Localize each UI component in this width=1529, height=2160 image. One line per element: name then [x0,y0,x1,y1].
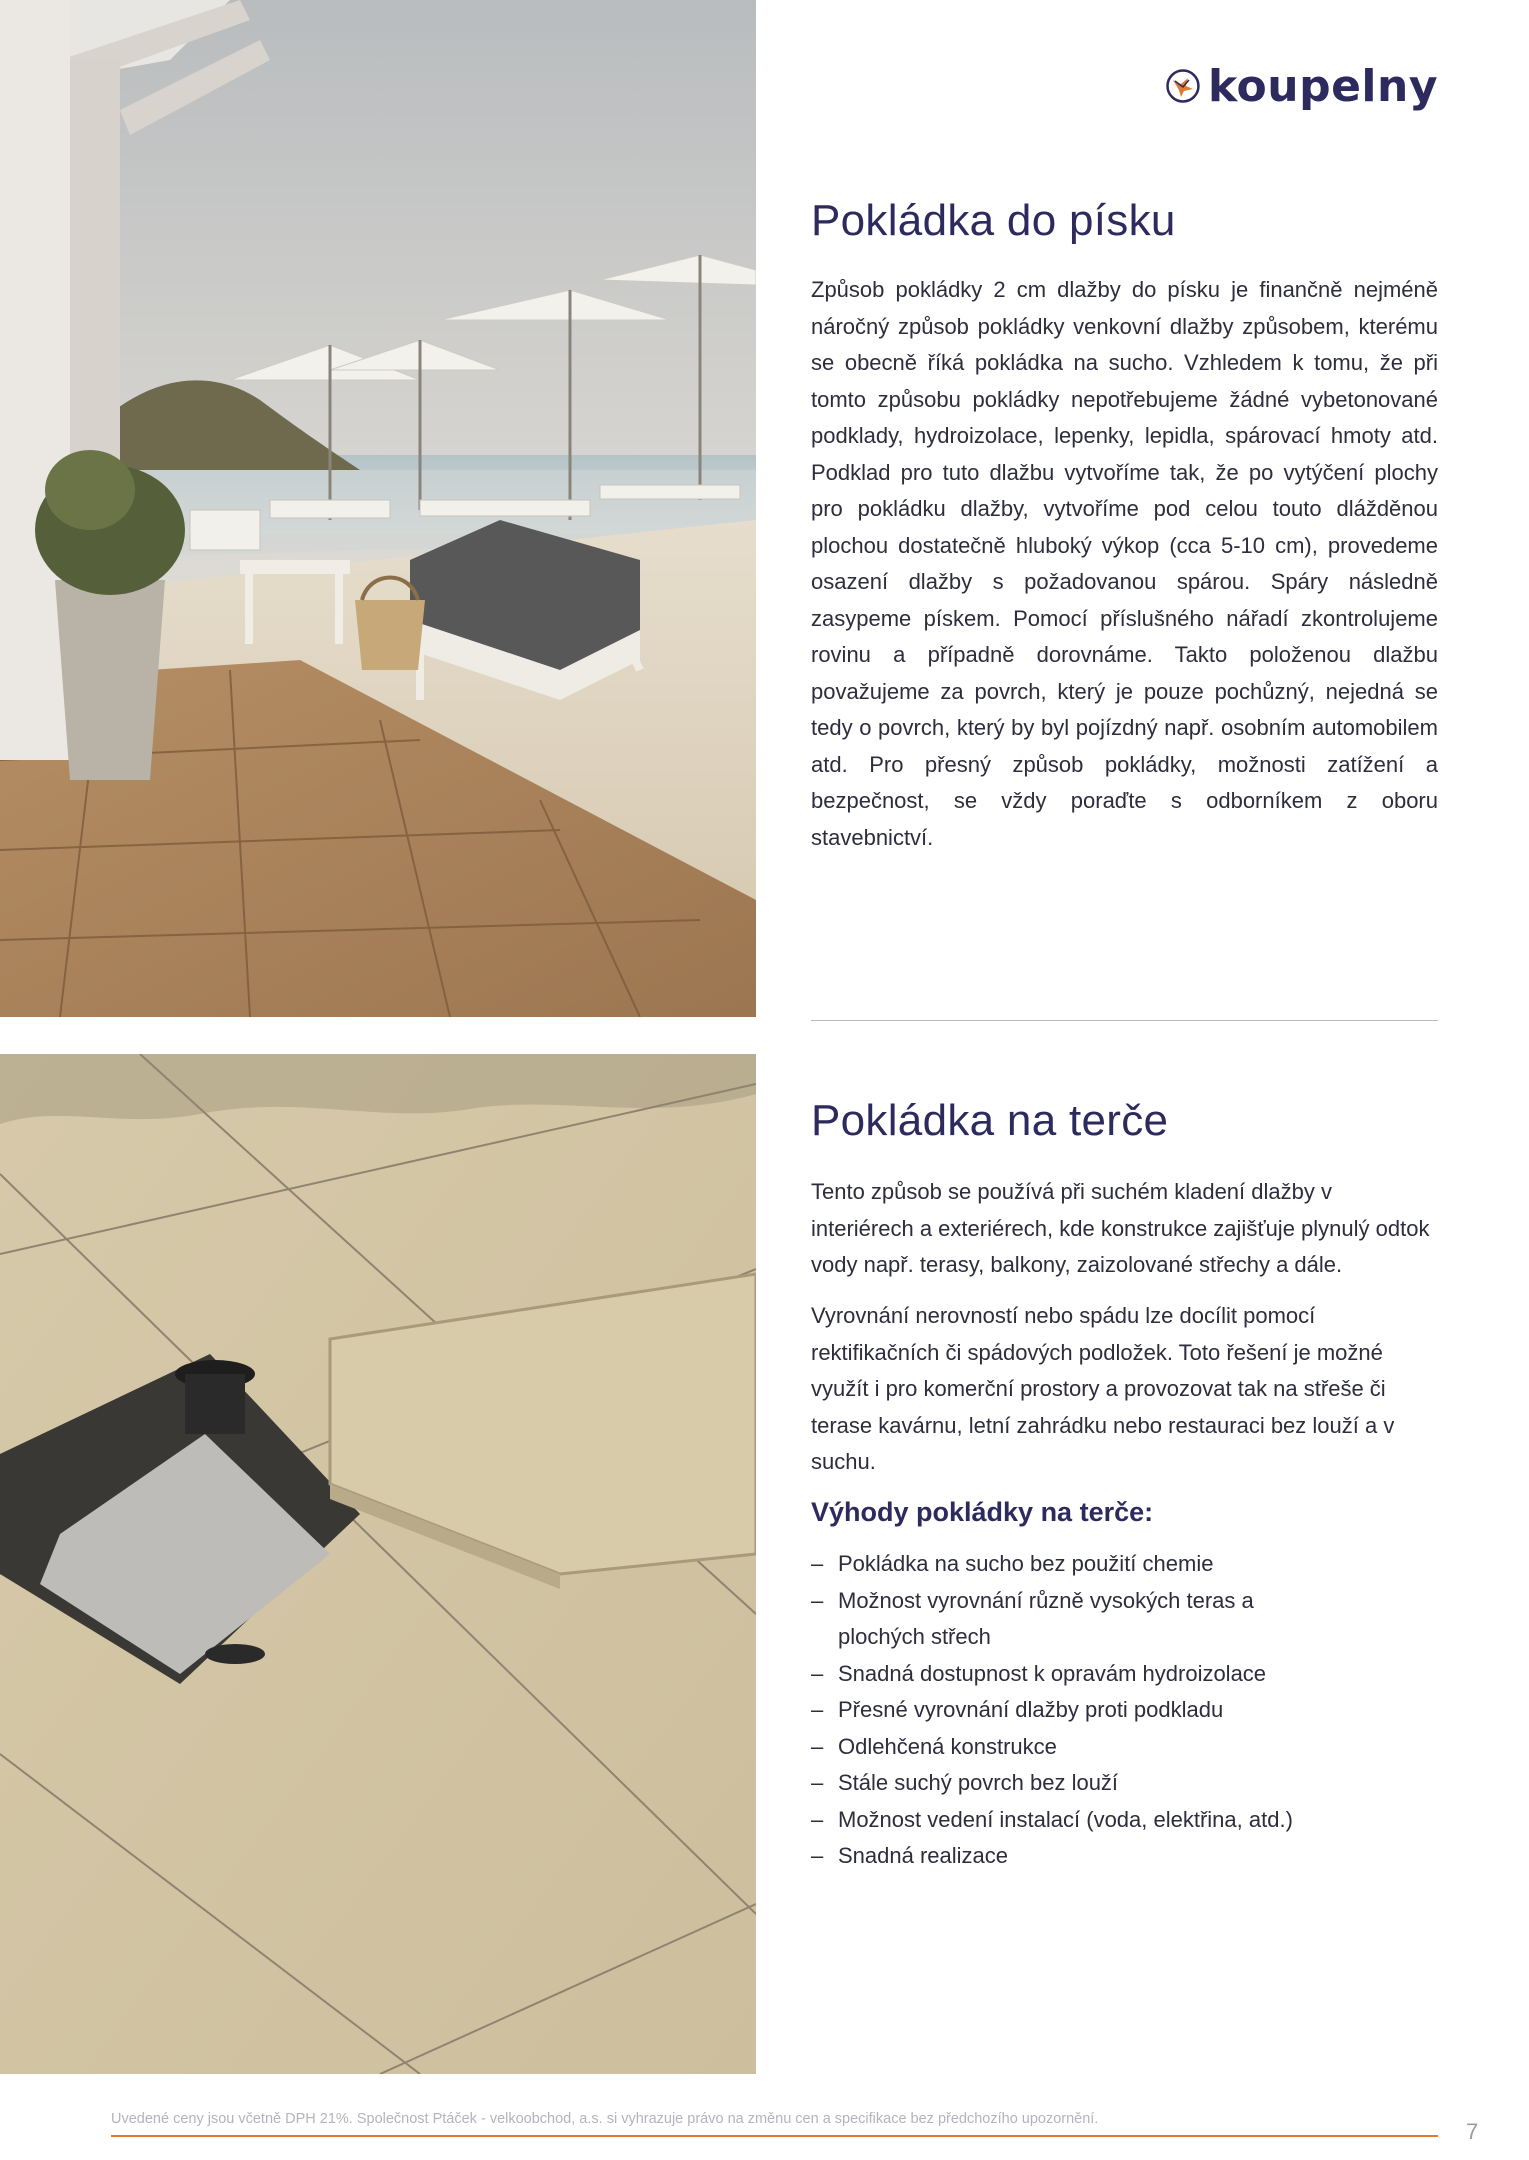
benefit-item: – Stále suchý povrch bez louží [811,1765,1438,1802]
section-title: Pokládka do písku [811,196,1176,245]
section-paragraph: Vyrovnání nerovností nebo spádu lze docílit pomocí rektifikačních či spádových podložek. Toto řešení je možné využít i pro komerční prostory a provozovat tak na střeše či terase kavárnu, letní zahrádku nebo restauraci bez louží a v suchu. [811,1303,1395,1474]
benefit-item: – Přesné vyrovnání dlažby proti podkladu [811,1692,1438,1729]
footer-disclaimer: Uvedené ceny jsou včetně DPH 21%. Společnost Ptáček - velkoobchod, a.s. si vyhrazuje právo na změnu cen a specifikace bez předchozího upozornění. [111,2111,1099,2127]
benefit-item: – Snadná dostupnost k opravám hydroizolace [811,1656,1438,1693]
benefit-item: – Snadná realizace [811,1838,1438,1875]
section-title: Pokládka na terče [811,1096,1169,1145]
page-number: 7 [1466,2119,1479,2144]
benefit-item: – Možnost vyrovnání různě vysokých teras a plochých střech [811,1583,1268,1656]
section-paragraph: Tento způsob se používá při suchém kladení dlažby v interiérech a exteriérech, kde konstrukce zajišťuje plynulý odtok vody např. terasy, balkony, zaizolované střechy a dále. [811,1179,1430,1277]
section-divider [811,1020,1438,1021]
brand-name: koupelny [1207,60,1438,112]
section-sand-laying [811,196,1438,246]
fox-logo-icon [1166,52,1200,120]
pedestal-tiles-photo [0,1054,756,2074]
terrace-sand-photo [0,0,756,1017]
benefits-block [811,1497,1438,1528]
footer-rule [111,2135,1438,2137]
benefits-title: Výhody pokládky na terče: [811,1497,1154,1527]
section-paragraph: Způsob pokládky 2 cm dlažby do písku je finančně nejméně náročný způsob pokládky venkovní dlažby způsobem, kterému se obecně říká pokládka na sucho. Vzhledem k tomu, že při tomto způsobu pokládky nepotřebujeme žádné vybetonované podklady, hydroizolace, lepenky, lepidla, spárovací hmoty atd. Podklad pro tuto dlažbu vytvoříme tak, že po vytýčení plochy pro pokládku dlažby, vytvoříme pod celou touto dlážděnou plochou dostatečně hluboký výkop (cca 5-10 cm), provedeme osazení dlažby s požadovanou spárou. Spáry následně zasypeme pískem. Pomocí příslušného nářadí zkontrolujeme rovinu a případně dorovnáme. Takto položenou dlažbu považujeme za povrch, který je pouze pochůzný, nejedná se tedy o povrch, který by byl pojízdný např. osobním automobilem atd. Pro přesný způsob pokládky, možnosti zatížení a bezpečnost, se vždy poraďte s odborníkem z oboru stavebnictví. [811,277,1438,850]
section-pedestal-intro [811,1174,1438,1284]
benefits-list [811,1546,1438,1875]
section-pedestal-details [811,1298,1438,1481]
section-pedestal-laying [811,1096,1438,1146]
benefits-list-wrapper [811,1546,1438,1875]
koupelny-logo [1166,50,1438,122]
benefit-item: – Odlehčená konstrukce [811,1729,1438,1766]
benefit-item: – Pokládka na sucho bez použití chemie [811,1546,1438,1583]
section-sand-body [811,272,1438,856]
benefit-item: – Možnost vedení instalací (voda, elektřina, atd.) [811,1802,1438,1839]
